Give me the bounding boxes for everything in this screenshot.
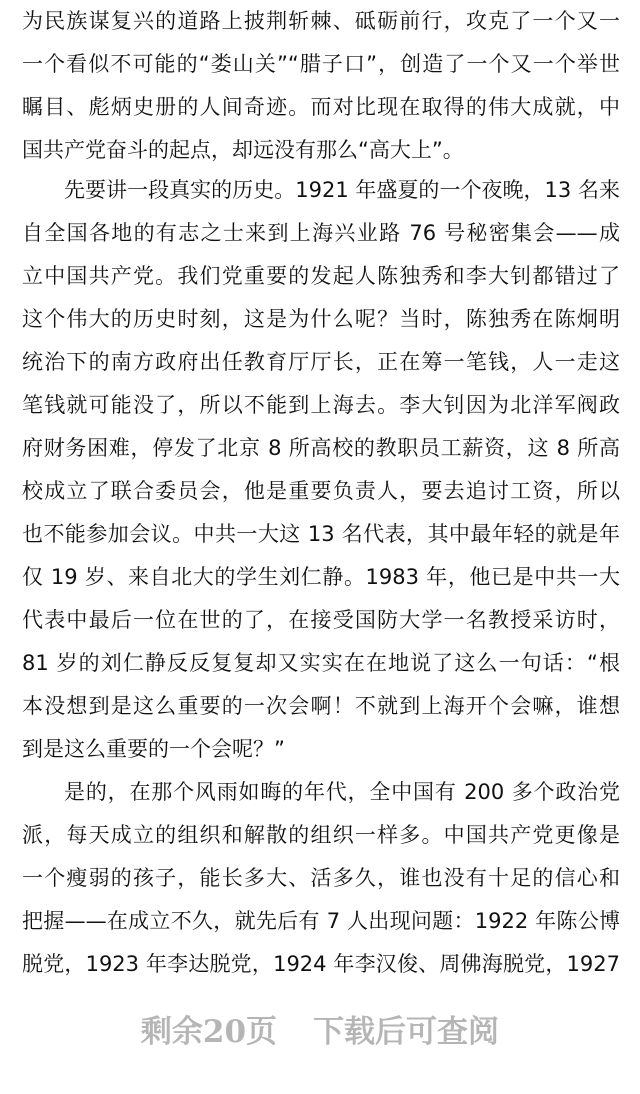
text-line-11: 府财务困难，停发了北京 8 所高校的教职员工薪资，这 8 所高 <box>22 436 620 460</box>
text-line-14: 仅 19 岁、来自北大的学生刘仁静。1983 年，他已是中共一大 <box>22 565 620 589</box>
text-line-12: 校成立了联合委员会，他是重要负责人，要去追讨工资，所以 <box>22 479 620 503</box>
text-line-8: 这个伟大的历史时刻，这是为什么呢？当时，陈独秀在陈炯明 <box>22 307 620 331</box>
text-line-3: 瞩目、彪炳史册的人间奇迹。而对比现在取得的伟大成就，中 <box>22 95 620 119</box>
text-line-16: 81 岁的刘仁静反反复复却又实实在在地说了这么一句话：“根 <box>22 651 620 675</box>
text-line-10: 笔钱就可能没了，所以不能到上海去。李大钊因为北洋军阀政 <box>22 393 620 417</box>
download-to-read-label: 下载后可查阅 <box>313 1014 500 1050</box>
text-line-1: 为民族谋复兴的道路上披荆斩棘、砥砺前行，攻克了一个又一 <box>22 9 620 33</box>
text-line-15: 代表中最后一位在世的了，在接受国防大学一名教授采访时， <box>22 608 620 632</box>
text-line-9: 统治下的南方政府出任教育厅厅长，正在筹一笔钱，人一走这 <box>22 350 620 374</box>
remaining-pages-label: 剩余20页 <box>140 1014 278 1050</box>
text-line-22: 把握——在成立不久，就先后有 7 人出现问题：1922 年陈公博 <box>22 909 620 933</box>
text-line-20: 派，每天成立的组织和解散的组织一样多。中国共产党更像是 <box>22 823 620 847</box>
text-line-21: 一个瘦弱的孩子，能长多大、活多久，谁也没有十足的信心和 <box>22 866 620 890</box>
text-line-18: 到是这么重要的一个会呢？” <box>22 737 285 761</box>
text-line-23: 脱党，1923 年李达脱党，1924 年李汉俊、周佛海脱党，1927 <box>22 952 620 976</box>
text-line-13: 也不能参加会议。中共一大这 13 名代表，其中最年轻的就是年 <box>22 522 620 546</box>
text-line-5: 先要讲一段真实的历史。1921 年盛夏的一个夜晚，13 名来 <box>64 178 620 202</box>
text-line-2: 一个看似不可能的“娄山关”“腊子口”，创造了一个又一个举世 <box>22 52 620 76</box>
text-line-7: 立中国共产党。我们党重要的发起人陈独秀和李大钊都错过了 <box>22 264 620 288</box>
text-line-4: 国共产党奋斗的起点，却远没有那么“高大上”。 <box>22 138 464 162</box>
text-line-19: 是的，在那个风雨如晦的年代，全中国有 200 多个政治党 <box>64 780 620 804</box>
text-line-6: 自全国各地的有志之士来到上海兴业路 76 号秘密集会——成 <box>22 221 620 245</box>
text-line-17: 本没想到是这么重要的一次会啊！不就到上海开个会嘛，谁想 <box>22 694 620 718</box>
download-prompt[interactable] <box>0 1008 640 1056</box>
